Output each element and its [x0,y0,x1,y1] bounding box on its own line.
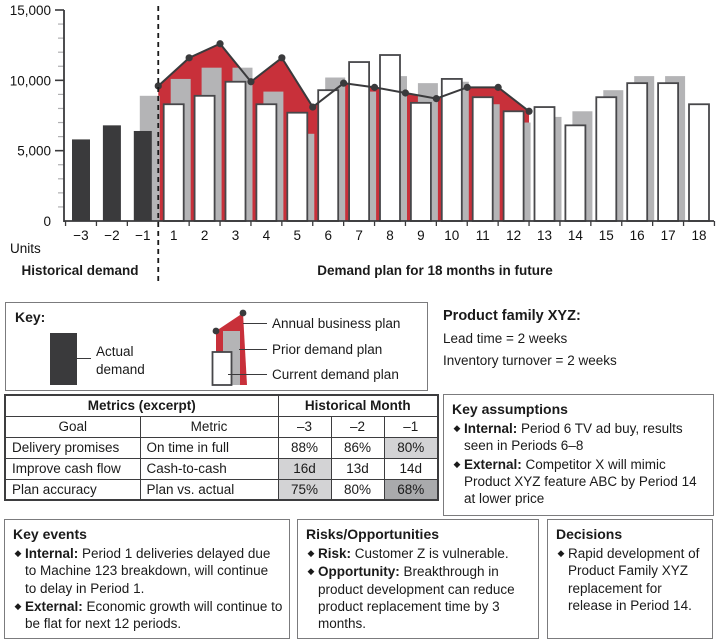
y-tick-label: 5,000 [17,143,51,159]
col-header-m2: –2 [331,416,384,437]
annual-business-plan-point [525,108,532,115]
product-family-info [443,308,713,368]
current-demand-plan-bar [504,111,524,221]
annual-business-plan-point [495,84,502,91]
prior-connector-line [239,349,267,350]
x-tick-label: 14 [567,228,583,243]
current-demand-plan-bar [658,83,678,221]
current-demand-plan-bar [689,104,709,221]
list-item: ◆ Risk: Customer Z is vulnerable. [304,545,532,562]
x-tick-label: 15 [598,228,614,243]
annual-business-plan-point [464,84,471,91]
inventory-turnover-line: Inventory turnover = 2 weeks [443,353,617,368]
x-tick-label: −3 [73,228,89,243]
decisions-box [547,519,713,639]
key-events-box [4,519,290,639]
historical-demand-label: Historical demand [21,263,139,278]
list-item: ◆ External: Competitor X will mimic Product XYZ feature ABC by Period 14 at lower price [450,456,707,508]
value-cell: 13d [331,458,384,479]
current-demand-plan-bar [411,103,431,221]
current-demand-plan-bar [164,104,184,221]
list-item: ◆ External: Economic growth will continue to be flat for next 12 periods. [11,598,283,633]
current-demand-plan-bar [318,90,338,221]
x-tick-label: 12 [506,228,522,243]
current-demand-plan-bar [627,83,647,221]
metrics-header: Metrics (excerpt) [5,395,278,416]
current-demand-plan-bar [226,82,246,221]
key-legend-box [5,302,428,391]
x-tick-label: 5 [293,228,302,243]
diamond-bullet-icon: ◆ [14,548,22,558]
x-tick-label: 9 [417,228,425,243]
current-demand-plan-bar [473,97,493,221]
annual-business-plan-point [433,95,440,102]
key-assumptions-title: Key assumptions [452,401,568,417]
decisions-title: Decisions [556,526,623,542]
col-header-metric: Metric [140,416,278,437]
value-cell-shaded-dark: 68% [384,479,438,500]
x-tick-label: 10 [444,228,460,243]
annual-business-plan-point [278,54,285,61]
x-tick-label: 11 [475,228,490,243]
diamond-bullet-icon: ◆ [307,548,315,558]
annual-business-plan-point [186,54,193,61]
y-tick-label: 0 [43,214,51,229]
x-tick-label: 2 [200,228,209,243]
key-title: Key: [15,309,46,325]
annual-business-plan-point [340,80,347,87]
value-cell-shaded: 75% [278,479,331,500]
key-events-title: Key events [13,526,87,542]
x-tick-label: −1 [135,228,151,243]
actual-demand-label: Actual demand [96,344,145,377]
table-row [5,437,438,458]
x-tick-label: 4 [262,228,271,243]
metric-cell: Cash-to-cash [140,458,278,479]
actual-demand-swatch [50,333,77,385]
diamond-bullet-icon: ◆ [453,458,461,469]
diamond-bullet-icon: ◆ [14,600,22,611]
actual-demand-bar [72,139,90,221]
current-demand-plan-bar [596,97,616,221]
current-plan-label: Current demand plan [272,367,399,382]
metrics-table [4,394,439,501]
col-header-m3: –3 [278,416,331,437]
col-header-m1: –1 [384,416,438,437]
annual-business-plan-point [247,78,254,85]
list-item: ◆ Internal: Period 1 deliveries delayed due to Machine 123 breakdown, will continue to delay in Period 1. [11,545,283,597]
x-tick-label: 17 [660,228,676,243]
lead-time-line: Lead time = 2 weeks [443,331,568,346]
demand-chart [0,0,717,292]
actual-connector-line [77,358,91,359]
x-tick-label: 16 [629,228,645,243]
plan-swatch [209,307,253,387]
x-tick-label: 8 [386,228,394,243]
goal-cell: Improve cash flow [5,458,140,479]
list-item: ◆ Opportunity: Breakthrough in product development can reduce product replacement time by 3 months. [304,563,532,632]
y-tick-label: 10,000 [9,73,51,89]
value-cell: 14d [384,458,438,479]
diamond-bullet-icon: ◆ [307,566,315,577]
x-tick-label: 13 [536,228,553,243]
product-family-title: Product family XYZ: [443,308,581,324]
current-demand-plan-bar [565,125,585,221]
y-tick-label: 15,000 [9,3,51,18]
future-plan-label: Demand plan for 18 months in future [317,263,553,278]
metric-cell: Plan vs. actual [140,479,278,500]
x-tick-label: −2 [104,228,120,243]
actual-demand-bar [103,125,121,221]
annual-connector-line [243,323,267,324]
diamond-bullet-icon: ◆ [557,548,565,558]
current-demand-plan-bar [380,55,400,221]
table-row [5,479,438,500]
list-item: ◆ Internal: Period 6 TV ad buy, results seen in Periods 6–8 [450,420,707,455]
current-demand-plan-bar [535,107,555,221]
units-label: Units [10,241,41,256]
current-demand-plan-bar [256,104,276,221]
col-header-goal: Goal [5,416,140,437]
value-cell: 80% [331,479,384,500]
x-tick-label: 7 [355,228,363,243]
annual-business-plan-point [371,84,378,91]
prior-plan-label: Prior demand plan [272,342,383,357]
diamond-bullet-icon: ◆ [453,423,461,433]
risks-opportunities-box [297,519,539,639]
metric-cell: On time in full [140,437,278,458]
x-tick-label: 18 [691,228,707,243]
annual-business-plan-point [216,40,223,47]
x-tick-label: 3 [231,228,240,243]
list-item: ◆ Rapid development of Product Family XYZ replacement for release in Period 14. [554,545,706,614]
annual-business-plan-point [402,89,409,96]
current-demand-plan-bar [442,79,462,221]
key-assumptions-box [443,394,714,516]
value-cell: 88% [278,437,331,458]
value-cell: 86% [331,437,384,458]
value-cell-shaded: 80% [384,437,438,458]
risks-opportunities-title: Risks/Opportunities [306,526,440,542]
annual-business-plan-point [309,103,316,110]
goal-cell: Delivery promises [5,437,140,458]
current-demand-plan-bar [195,96,215,221]
current-connector-line [228,374,267,375]
actual-demand-bar [134,131,152,221]
value-cell-shaded: 16d [278,458,331,479]
goal-cell: Plan accuracy [5,479,140,500]
table-row [5,458,438,479]
annual-plan-label: Annual business plan [272,316,401,331]
historical-month-header: Historical Month [278,395,438,416]
x-tick-label: 6 [324,228,332,243]
x-tick-label: 1 [169,228,178,243]
current-demand-plan-bar [287,113,307,221]
